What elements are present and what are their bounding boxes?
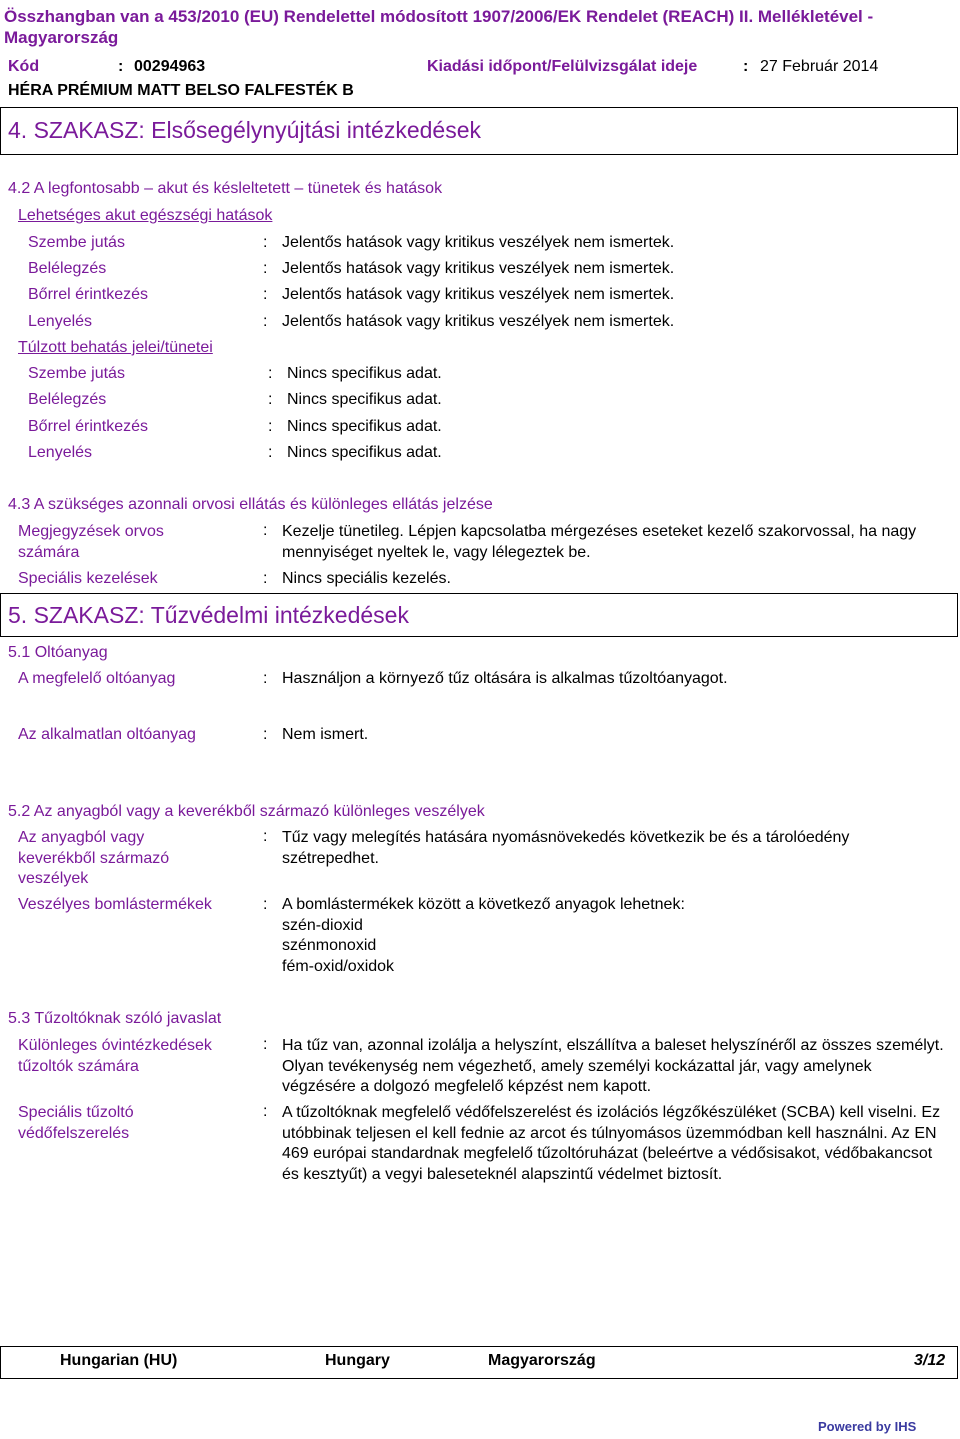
acute-colon-inhalation: : bbox=[263, 260, 268, 277]
suitable-media-value: Használjon a környező tűz oltására is alkalmas tűzoltóanyagot. bbox=[282, 670, 728, 687]
notes-physician-label: Megjegyzések orvos számára bbox=[18, 523, 164, 561]
date-colon: : bbox=[743, 58, 749, 75]
section5-title: 5. SZAKASZ: Tűzvédelmi intézkedések bbox=[8, 602, 409, 628]
over-label-ingestion: Lenyelés bbox=[28, 444, 93, 461]
special-treatment-label: Speciális kezelések bbox=[18, 570, 158, 587]
specific-hazards-colon: : bbox=[263, 828, 268, 845]
over-colon-eye: : bbox=[268, 365, 273, 382]
decomposition-item: szén-dioxid bbox=[282, 917, 363, 934]
footer-country-local: Magyarország bbox=[488, 1352, 596, 1369]
subsection-4-3: 4.3 A szükséges azonnali orvosi ellátás és különleges ellátás jelzése bbox=[8, 496, 493, 513]
date-label: Kiadási időpont/Felülvizsgálat ideje bbox=[427, 58, 698, 75]
acute-label-ingestion: Lenyelés bbox=[28, 313, 93, 330]
special-treatment-colon: : bbox=[263, 570, 268, 587]
subsection-5-2: 5.2 Az anyagból vagy a keverékből származó különleges veszélyek bbox=[8, 803, 485, 820]
regulation-title: Összhangban van a 453/2010 (EU) Rendelettel módosított 1907/2006/EK Rendelet (REACH) II. Mellékletével - Magyarország bbox=[4, 7, 874, 47]
subsection-4-2: 4.2 A legfontosabb – akut és késleltetett – tünetek és hatások bbox=[8, 180, 443, 197]
protective-equipment-colon: : bbox=[263, 1103, 268, 1120]
code-value: 00294963 bbox=[134, 58, 206, 75]
over-value-inhalation: Nincs specifikus adat. bbox=[287, 391, 442, 408]
over-value-skin: Nincs specifikus adat. bbox=[287, 418, 442, 435]
acute-colon-skin: : bbox=[263, 286, 268, 303]
powered-by-link[interactable]: Powered by IHS bbox=[818, 1419, 917, 1434]
protective-equipment-value: A tűzoltóknak megfelelő védőfelszerelést és izolációs légzőkészüléket (SCBA) kell viselni. Ez utóbbinak teljesen el kell fednie az arcot és túlnyomásos üzemmódban kell használni. Az EN 469 európai standardnak megfelelő tűzoltóruházat (beleértve a védősisakot, védőbakancsot és kesztyűt) a vegyi baleseteknél alapszintű védelmet biztosít. bbox=[282, 1104, 941, 1183]
firefighter-precautions-label: Különleges óvintézkedések tűzoltók számára bbox=[18, 1037, 212, 1075]
over-label-inhalation: Belélegzés bbox=[28, 391, 107, 408]
footer-country: Hungary bbox=[325, 1352, 390, 1369]
decomposition-item: fém-oxid/oxidok bbox=[282, 958, 395, 975]
footer-language: Hungarian (HU) bbox=[60, 1352, 178, 1369]
footer-page-number: 3/12 bbox=[914, 1352, 946, 1369]
section4-title: 4. SZAKASZ: Elsősegélynyújtási intézkedések bbox=[8, 117, 482, 143]
acute-colon-eye: : bbox=[263, 234, 268, 251]
over-label-eye: Szembe jutás bbox=[28, 365, 125, 382]
special-treatment-value: Nincs speciális kezelés. bbox=[282, 570, 451, 587]
over-label-skin: Bőrrel érintkezés bbox=[28, 418, 149, 435]
decomposition-value: A bomlástermékek között a következő anyagok lehetnek: bbox=[282, 896, 685, 913]
suitable-media-colon: : bbox=[263, 670, 268, 687]
over-colon-ingestion: : bbox=[268, 444, 273, 461]
suitable-media-label: A megfelelő oltóanyag bbox=[18, 670, 176, 687]
acute-colon-ingestion: : bbox=[263, 313, 268, 330]
overexposure-heading: Túlzott behatás jelei/tünetei bbox=[18, 339, 213, 356]
specific-hazards-label: Az anyagból vagy keverékből származó veszélyek bbox=[18, 829, 170, 887]
acute-value-inhalation: Jelentős hatások vagy kritikus veszélyek nem ismertek. bbox=[282, 260, 675, 277]
over-value-ingestion: Nincs specifikus adat. bbox=[287, 444, 442, 461]
decomposition-item: szénmonoxid bbox=[282, 937, 377, 954]
firefighter-precautions-colon: : bbox=[263, 1036, 268, 1053]
notes-physician-colon: : bbox=[263, 522, 268, 539]
acute-label-eye: Szembe jutás bbox=[28, 234, 125, 251]
decomposition-label: Veszélyes bomlástermékek bbox=[18, 896, 212, 913]
acute-value-eye: Jelentős hatások vagy kritikus veszélyek nem ismertek. bbox=[282, 234, 675, 251]
unsuitable-media-colon: : bbox=[263, 726, 268, 743]
protective-equipment-label: Speciális tűzoltó védőfelszerelés bbox=[18, 1104, 134, 1142]
decomposition-colon: : bbox=[263, 896, 268, 913]
subsection-5-3: 5.3 Tűzoltóknak szóló javaslat bbox=[8, 1010, 222, 1027]
acute-value-ingestion: Jelentős hatások vagy kritikus veszélyek nem ismertek. bbox=[282, 313, 675, 330]
code-colon: : bbox=[118, 58, 124, 75]
notes-physician-value: Kezelje tünetileg. Lépjen kapcsolatba mérgezéses eseteket kezelő szakorvossal, ha nagy mennyiséget nyeltek le, vagy lélegeztek be. bbox=[282, 523, 917, 561]
code-label: Kód bbox=[8, 58, 40, 75]
date-value: 27 Február 2014 bbox=[760, 58, 879, 75]
over-colon-skin: : bbox=[268, 418, 273, 435]
subsection-5-1: 5.1 Oltóanyag bbox=[8, 644, 108, 661]
specific-hazards-value: Tűz vagy melegítés hatására nyomásnövekedés következik be és a tárolóedény szétrepedhet. bbox=[282, 829, 850, 867]
acute-value-skin: Jelentős hatások vagy kritikus veszélyek nem ismertek. bbox=[282, 286, 675, 303]
over-value-eye: Nincs specifikus adat. bbox=[287, 365, 442, 382]
firefighter-precautions-value: Ha tűz van, azonnal izolálja a helyszínt, elszállítva a baleset helyszínéről az összes személyt. Olyan tevékenység nem végezhető, amely személyi kockázattal jár, vagy amelynek végzésére a dolgozó megfelelő képzést nem kapott. bbox=[282, 1037, 944, 1095]
product-name: HÉRA PRÉMIUM MATT BELSO FALFESTÉK B bbox=[8, 82, 354, 99]
over-colon-inhalation: : bbox=[268, 391, 273, 408]
unsuitable-media-label: Az alkalmatlan oltóanyag bbox=[18, 726, 196, 743]
acute-effects-heading: Lehetséges akut egészségi hatások bbox=[18, 207, 273, 224]
acute-label-skin: Bőrrel érintkezés bbox=[28, 286, 149, 303]
acute-label-inhalation: Belélegzés bbox=[28, 260, 107, 277]
unsuitable-media-value: Nem ismert. bbox=[282, 726, 369, 743]
